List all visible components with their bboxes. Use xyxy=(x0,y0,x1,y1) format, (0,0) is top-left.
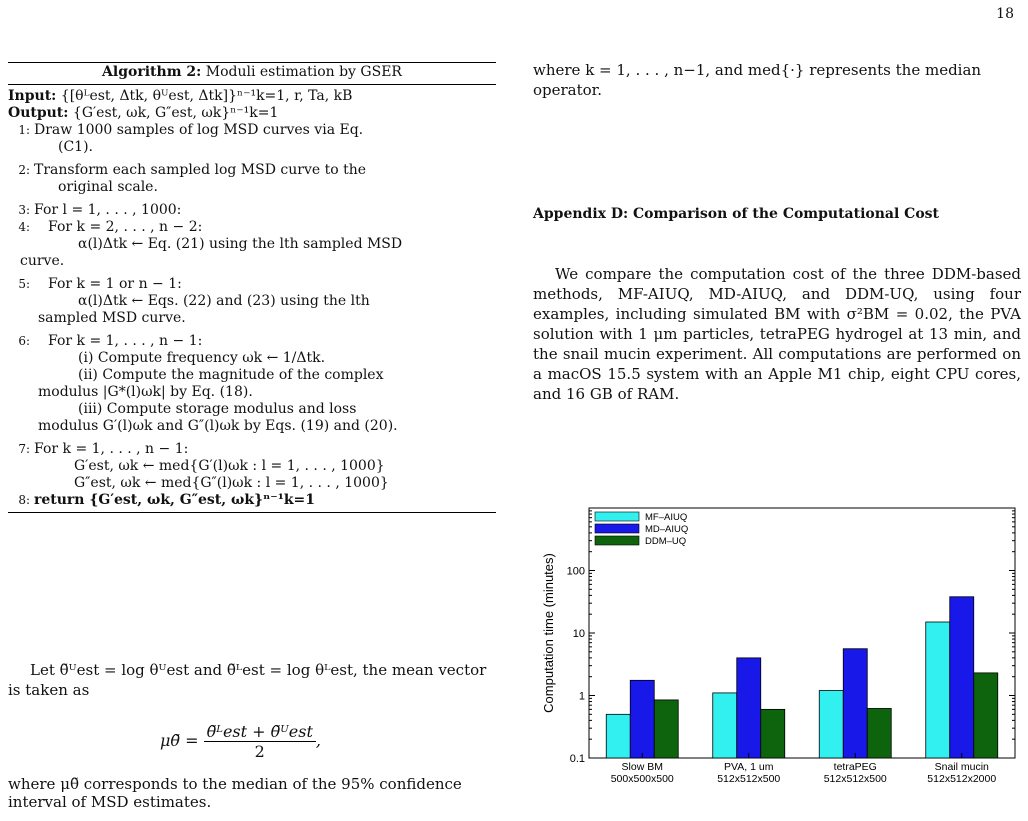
step-number: 3: xyxy=(18,203,30,217)
step-number: 2: xyxy=(18,163,30,177)
equation-lhs: μθ̃ = xyxy=(160,731,199,750)
legend-swatch xyxy=(595,524,639,533)
step-5-body: α(l)Δtk ← Eqs. (22) and (23) using the lth xyxy=(78,293,370,309)
algorithm-title xyxy=(8,63,496,85)
chart-svg xyxy=(533,500,1023,800)
equation-mu xyxy=(160,722,360,761)
algorithm-box xyxy=(8,62,496,513)
step-6-ii: (ii) Compute the magnitude of the complex xyxy=(78,367,384,383)
algorithm-bottom-rule xyxy=(8,512,496,513)
step-7 xyxy=(8,441,496,458)
step-text: For k = 1, . . . , n − 1: xyxy=(48,333,203,349)
equation-fraction xyxy=(204,722,316,761)
step-number: 6: xyxy=(18,334,30,348)
step-number: 4: xyxy=(18,220,30,234)
algorithm-body xyxy=(8,85,496,509)
step-6-iii: (iii) Compute storage modulus and loss xyxy=(78,401,357,417)
step-7-a: G′est, ωk ← med{G′(l)ωk : l = 1, . . . , 1000} xyxy=(74,458,385,474)
step-8 xyxy=(8,492,496,509)
x-tick-label: PVA, 1 um xyxy=(724,761,774,773)
step-text: For k = 2, . . . , n − 2: xyxy=(48,219,203,235)
y-tick-label: 10 xyxy=(572,628,585,640)
output-text: {G′est, ωk, G″est, ωk}ⁿ⁻¹k=1 xyxy=(72,105,279,121)
step-text: Draw 1000 samples of log MSD curves via Eq. xyxy=(34,122,364,138)
x-tick-label: 512x512x500 xyxy=(717,773,781,785)
y-tick-label: 1 xyxy=(578,690,585,703)
step-6 xyxy=(8,333,496,350)
paragraph-mean-vector: Let θ̃ᵁest = log θᵁest and θ̃ᴸest = log θᴸest, the mean vector is taken as xyxy=(8,661,487,699)
step-number: 5: xyxy=(18,277,30,291)
bar xyxy=(606,714,630,758)
step-text: return {G′est, ωk, G″est, ωk}ⁿ⁻¹k=1 xyxy=(34,492,315,508)
step-6-i: (i) Compute frequency ωk ← 1/Δtk. xyxy=(78,350,326,366)
bar xyxy=(819,691,843,758)
step-5-cont: sampled MSD curve. xyxy=(38,310,186,326)
y-tick-label: 100 xyxy=(566,565,585,578)
bar xyxy=(654,700,678,758)
step-text: Transform each sampled log MSD curve to the xyxy=(34,162,367,178)
bar xyxy=(926,622,950,758)
equation-numerator: θ̃ᴸest + θ̃ᵁest xyxy=(204,722,316,742)
legend-label: DDM–UQ xyxy=(645,536,687,547)
step-text: For l = 1, . . . , 1000: xyxy=(34,202,182,218)
computation-time-chart xyxy=(533,500,1023,800)
page-number: 18 xyxy=(996,6,1014,22)
step-6-ii-cont: modulus |G*(l)ωk| by Eq. (18). xyxy=(38,384,253,400)
step-1 xyxy=(8,122,496,139)
bar xyxy=(761,709,785,758)
x-tick-label: 512x512x2000 xyxy=(927,773,997,785)
bar xyxy=(843,649,867,758)
paragraph-median-operator: where k = 1, . . . , n−1, and med{·} represents the median operator. xyxy=(533,61,982,99)
bar xyxy=(737,658,761,758)
step-number: 8: xyxy=(18,493,30,507)
equation-denominator: 2 xyxy=(254,742,265,761)
bar xyxy=(867,708,891,758)
step-text: For k = 1, . . . , n − 1: xyxy=(34,441,189,457)
equation-tail: , xyxy=(315,731,321,750)
algorithm-label: Algorithm 2: xyxy=(102,64,202,80)
x-tick-label: tetraPEG xyxy=(833,761,877,773)
step-2-cont: original scale. xyxy=(58,179,158,195)
legend-label: MF–AIUQ xyxy=(645,512,688,523)
algorithm-name: Moduli estimation by GSER xyxy=(205,64,402,80)
step-text: For k = 1 or n − 1: xyxy=(48,276,182,292)
step-4-body: α(l)Δtk ← Eq. (21) using the lth sampled MSD xyxy=(78,236,403,252)
bar xyxy=(974,673,998,758)
step-number: 1: xyxy=(18,123,30,137)
step-6-iii-cont: modulus G′(l)ωk and G″(l)ωk by Eqs. (19) and (20). xyxy=(38,418,398,434)
algorithm-output xyxy=(8,105,496,122)
legend-label: MD–AIUQ xyxy=(645,524,689,535)
bar xyxy=(950,597,974,758)
bar xyxy=(713,693,737,758)
x-tick-label: Slow BM xyxy=(621,761,663,773)
section-heading-appendix-d: Appendix D: Comparison of the Computational Cost xyxy=(533,206,940,222)
x-tick-label: 500x500x500 xyxy=(610,773,674,785)
legend-swatch xyxy=(595,536,639,545)
y-tick-label: 0.1 xyxy=(569,753,585,765)
paragraph-computation-cost: We compare the computation cost of the three DDM-based methods, MF-AIUQ, MD-AIUQ, and DDM-UQ, using four examples, including simulated BM with σ²BM = 0.02, the PVA solution with 1 μm particles, tetraPEG hydrogel at 13 min, and the snail mucin experiment. All computations are performed on a macOS 15.5 system with an Apple M1 chip, eight CPU cores, and 16 GB of RAM. xyxy=(533,265,1021,403)
step-2 xyxy=(8,162,496,179)
x-tick-label: Snail mucin xyxy=(934,761,989,773)
step-1-cont: (C1). xyxy=(58,139,93,155)
step-7-b: G″est, ωk ← med{G″(l)ωk : l = 1, . . . , 1000} xyxy=(74,475,389,491)
algorithm-input xyxy=(8,88,496,105)
legend-swatch xyxy=(595,512,639,521)
y-axis-label: Computation time (minutes) xyxy=(541,553,556,713)
output-label: Output: xyxy=(8,105,69,121)
step-3 xyxy=(8,202,496,219)
input-text: {[θᴸest, Δtk, θᵁest, Δtk]}ⁿ⁻¹k=1, r, Ta, kB xyxy=(60,88,353,104)
step-4 xyxy=(8,219,496,236)
paragraph-median: where μθ̃ corresponds to the median of the 95% confidence interval of MSD estimates. xyxy=(8,775,462,811)
step-5 xyxy=(8,276,496,293)
input-label: Input: xyxy=(8,88,57,104)
step-4-cont: curve. xyxy=(20,253,65,269)
step-number: 7: xyxy=(18,442,30,456)
bar xyxy=(630,680,654,758)
x-tick-label: 512x512x500 xyxy=(823,773,887,785)
